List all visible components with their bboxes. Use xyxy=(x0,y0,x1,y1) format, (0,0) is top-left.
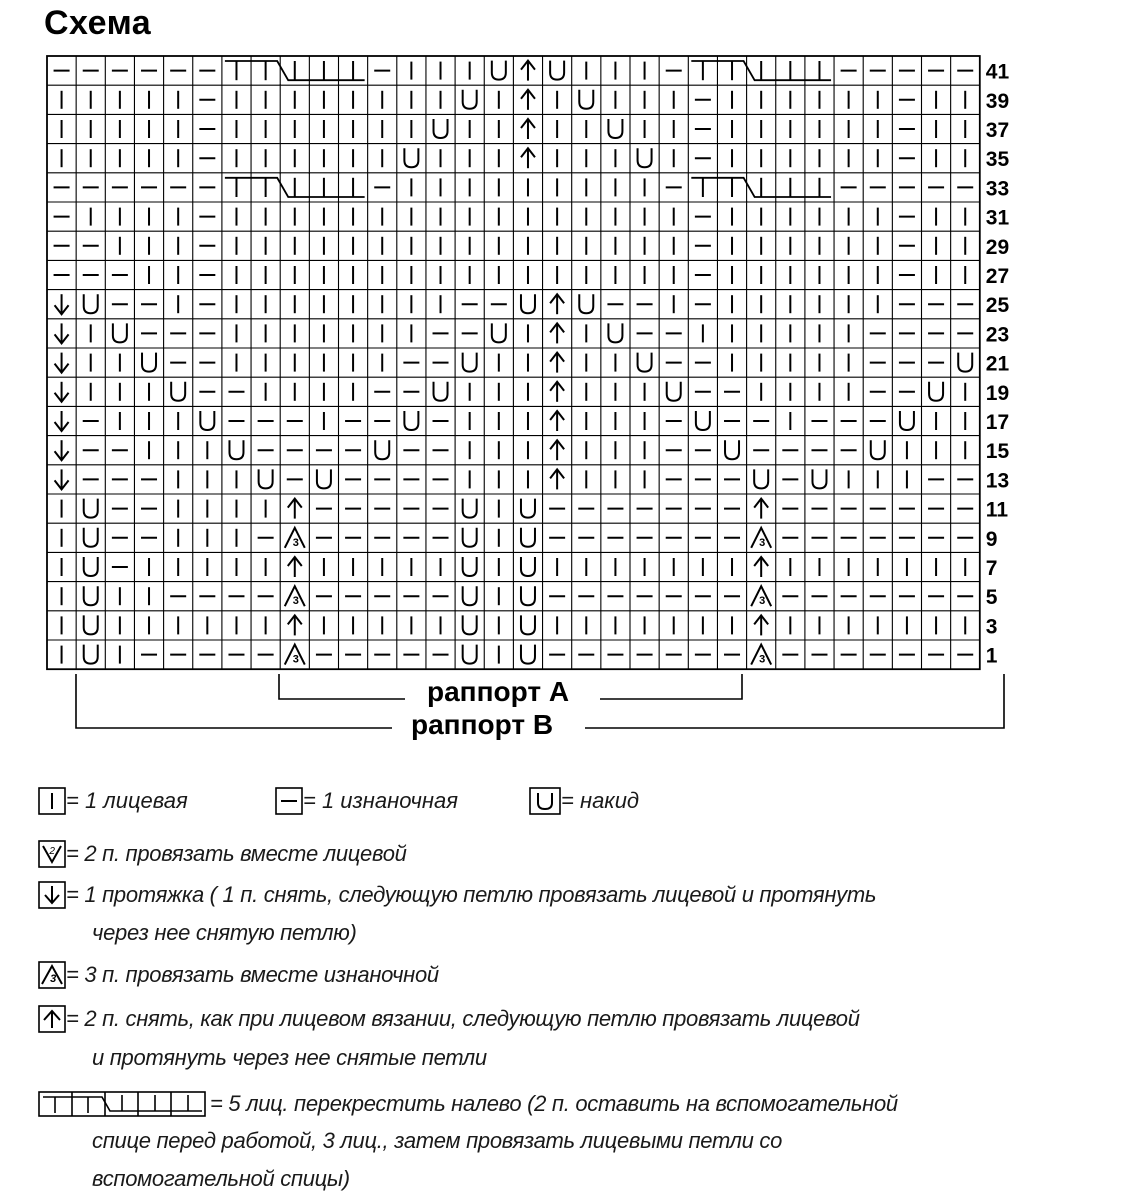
yarn-over-stitch xyxy=(463,90,477,109)
p3tog-stitch xyxy=(751,645,771,666)
row-number: 5 xyxy=(985,586,998,610)
svg-text:2: 2 xyxy=(49,846,55,857)
row-number: 39 xyxy=(985,89,1010,113)
slip-decrease-down-stitch xyxy=(55,353,69,373)
yarn-over-stitch xyxy=(434,382,448,401)
yarn-over-stitch xyxy=(521,499,535,518)
yarn-over-stitch xyxy=(375,440,389,459)
yarn-over-stitch xyxy=(84,586,98,605)
svg-text:3: 3 xyxy=(292,595,299,608)
row-number: 25 xyxy=(985,294,1010,318)
yarn-over-stitch xyxy=(696,411,710,430)
legend-double-decrease-text-2: и протянуть через нее снятые петли xyxy=(92,1045,487,1070)
double-decrease-up-stitch xyxy=(550,323,564,343)
cable-left-symbol-icon xyxy=(38,1091,206,1117)
yarn-over-stitch xyxy=(579,90,593,109)
yarn-over-stitch xyxy=(229,440,243,459)
cable-left-stitch xyxy=(689,173,833,202)
row-number: 19 xyxy=(985,381,1010,405)
svg-text:3: 3 xyxy=(759,595,766,608)
legend-slip-decrease-text-2: через нее снятую петлю) xyxy=(92,920,357,945)
legend-k2tog xyxy=(38,840,407,868)
yarn-over-stitch xyxy=(463,499,477,518)
slip-decrease-symbol-icon xyxy=(38,881,66,909)
row-number: 1 xyxy=(985,644,998,668)
row-number: 21 xyxy=(985,352,1010,376)
legend-knit-text: = 1 лицевая xyxy=(66,788,188,813)
yarn-over-stitch xyxy=(812,469,826,488)
chart-grid xyxy=(47,56,980,669)
yarn-over-stitch xyxy=(521,586,535,605)
double-decrease-up-stitch xyxy=(754,557,768,577)
yarn-over-stitch xyxy=(725,440,739,459)
cable-left-stitch xyxy=(223,56,367,85)
yarn-over-stitch xyxy=(463,586,477,605)
row-number: 3 xyxy=(985,615,998,639)
yarn-over-stitch xyxy=(638,148,652,167)
legend-double-decrease xyxy=(38,1005,860,1033)
double-decrease-up-stitch xyxy=(288,615,302,635)
legend-p3tog xyxy=(38,961,439,989)
yarn-over-stitch xyxy=(200,411,214,430)
double-decrease-symbol-icon xyxy=(38,1005,66,1033)
yarn-over-stitch xyxy=(404,411,418,430)
svg-text:3: 3 xyxy=(759,653,766,666)
yarn-over-stitch xyxy=(463,615,477,634)
row-number: 9 xyxy=(985,527,998,551)
row-number: 33 xyxy=(985,177,1010,201)
double-decrease-up-stitch xyxy=(288,557,302,577)
yarn-over-stitch xyxy=(521,528,535,547)
svg-text:3: 3 xyxy=(292,536,299,549)
legend-cable-text-3: вспомогательной спицы) xyxy=(92,1166,350,1191)
double-decrease-up-stitch xyxy=(754,499,768,519)
legend-p3tog-text: = 3 п. провязать вместе изнаночной xyxy=(66,962,439,987)
double-decrease-up-stitch xyxy=(550,353,564,373)
row-number: 35 xyxy=(985,148,1010,172)
svg-text:3: 3 xyxy=(50,973,56,985)
p3tog-stitch xyxy=(751,528,771,549)
legend-cable-text-2: спице перед работой, 3 лиц., затем провязать лицевыми петли со xyxy=(92,1128,783,1153)
row-number: 7 xyxy=(985,557,998,580)
p3tog-stitch xyxy=(285,586,305,607)
yarn-over-stitch xyxy=(463,557,477,576)
yarn-over-stitch xyxy=(84,615,98,634)
rapport-b-label: раппорт В xyxy=(401,710,563,740)
yarn-over-stitch xyxy=(142,353,156,372)
knit-symbol-icon xyxy=(38,787,66,815)
slip-decrease-down-stitch xyxy=(55,323,69,343)
legend-k2tog-text: = 2 п. провязать вместе лицевой xyxy=(66,841,407,866)
slip-decrease-down-stitch xyxy=(55,294,69,314)
yarn-over-stitch xyxy=(84,528,98,547)
yarn-over-stitch xyxy=(754,469,768,488)
yarn-over-stitch xyxy=(492,323,506,342)
double-decrease-up-stitch xyxy=(754,615,768,635)
double-decrease-up-stitch xyxy=(288,499,302,519)
yarn-over-stitch xyxy=(463,528,477,547)
p3tog-stitch xyxy=(285,645,305,666)
yarn-over-stitch xyxy=(521,645,535,664)
double-decrease-up-stitch xyxy=(550,382,564,402)
yarn-over-stitch xyxy=(84,294,98,313)
row-number: 15 xyxy=(985,440,1010,464)
legend-cable xyxy=(38,1091,898,1117)
yarn-over-stitch xyxy=(434,119,448,138)
yarn-over-stitch xyxy=(259,469,273,488)
yarn-over-stitch xyxy=(871,440,885,459)
row-number: 23 xyxy=(985,323,1010,347)
p3tog-stitch xyxy=(751,586,771,607)
row-number: 31 xyxy=(985,206,1010,230)
double-decrease-up-stitch xyxy=(521,90,535,110)
yarn-over-stitch xyxy=(958,353,972,372)
rapport-a-label: раппорт А xyxy=(417,677,579,707)
legend-cable-text-1: = 5 лиц. перекрестить налево (2 п. оставить на вспомогательной xyxy=(210,1091,898,1116)
yarn-over-stitch xyxy=(113,323,127,342)
row-number: 37 xyxy=(985,119,1010,142)
double-decrease-up-stitch xyxy=(521,119,535,139)
row-number: 13 xyxy=(985,469,1010,493)
p3tog-symbol-icon xyxy=(38,961,66,989)
double-decrease-up-stitch xyxy=(521,61,535,81)
purl-symbol-icon xyxy=(275,787,303,815)
slip-decrease-down-stitch xyxy=(55,440,69,460)
double-decrease-up-stitch xyxy=(550,440,564,460)
yarn-over-stitch xyxy=(521,615,535,634)
yarn-over-stitch xyxy=(463,353,477,372)
yarn-over-stitch xyxy=(84,645,98,664)
legend-slip-decrease xyxy=(38,881,876,909)
yarn-over-symbol-icon xyxy=(529,787,561,815)
legend-knit xyxy=(38,787,188,815)
legend-purl-text: = 1 изнаночная xyxy=(303,788,458,813)
row-number-column xyxy=(986,61,1010,668)
yarn-over-stitch xyxy=(463,645,477,664)
yarn-over-stitch xyxy=(492,61,506,80)
yarn-over-stitch xyxy=(550,61,564,80)
legend-purl xyxy=(275,787,458,815)
svg-text:3: 3 xyxy=(292,653,299,666)
slip-decrease-down-stitch xyxy=(55,382,69,402)
row-number: 17 xyxy=(985,411,1010,434)
double-decrease-up-stitch xyxy=(521,148,535,168)
cable-left-stitch xyxy=(223,173,367,202)
legend-yo-text: = накид xyxy=(561,788,640,813)
k2tog-symbol-icon xyxy=(38,840,66,868)
yarn-over-stitch xyxy=(521,294,535,313)
double-decrease-up-stitch xyxy=(550,469,564,489)
slip-decrease-down-stitch xyxy=(55,411,69,431)
double-decrease-up-stitch xyxy=(550,411,564,431)
page-title: Схема xyxy=(44,4,152,42)
row-number: 27 xyxy=(985,265,1010,288)
yarn-over-stitch xyxy=(317,469,331,488)
yarn-over-stitch xyxy=(171,382,185,401)
yarn-over-stitch xyxy=(608,119,622,138)
yarn-over-stitch xyxy=(84,557,98,576)
yarn-over-stitch xyxy=(667,382,681,401)
legend-slip-decrease-text-1: = 1 протяжка ( 1 п. снять, следующую петлю провязать лицевой и протянуть xyxy=(66,882,877,907)
yarn-over-stitch xyxy=(929,382,943,401)
row-number: 41 xyxy=(985,60,1010,84)
double-decrease-up-stitch xyxy=(550,294,564,314)
yarn-over-stitch xyxy=(84,499,98,518)
cable-left-stitch xyxy=(689,56,833,85)
yarn-over-stitch xyxy=(608,323,622,342)
slip-decrease-down-stitch xyxy=(55,469,69,489)
yarn-over-stitch xyxy=(638,353,652,372)
yarn-over-stitch xyxy=(404,148,418,167)
legend-yo xyxy=(529,787,639,815)
yarn-over-stitch xyxy=(579,294,593,313)
row-number: 11 xyxy=(985,498,1009,522)
yarn-over-stitch xyxy=(900,411,914,430)
legend-double-decrease-text-1: = 2 п. снять, как при лицевом вязании, следующую петлю провязать лицевой xyxy=(66,1006,860,1031)
p3tog-stitch xyxy=(285,528,305,549)
svg-text:3: 3 xyxy=(759,536,766,549)
yarn-over-stitch xyxy=(521,557,535,576)
row-number: 29 xyxy=(985,235,1010,259)
